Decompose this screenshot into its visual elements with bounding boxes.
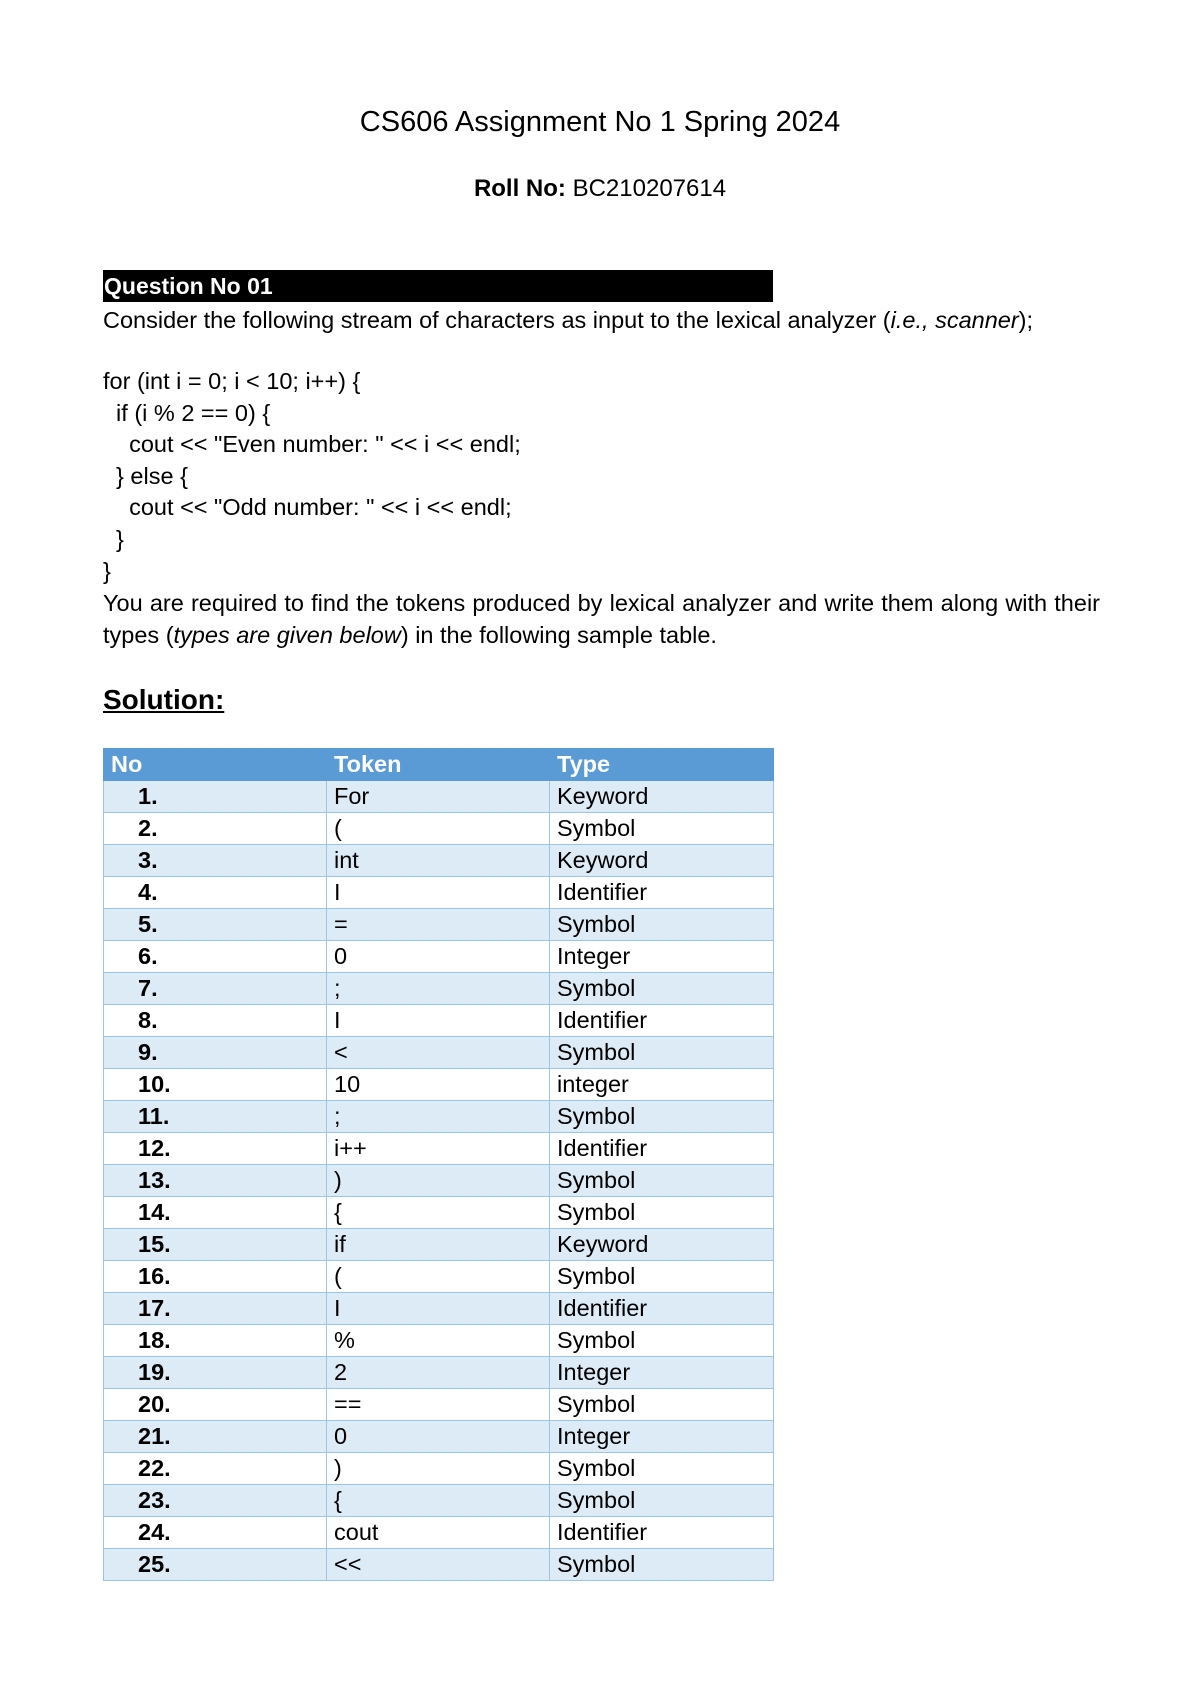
row-type: Symbol bbox=[550, 1261, 774, 1293]
row-number: 18. bbox=[104, 1325, 327, 1357]
row-token: << bbox=[327, 1549, 550, 1581]
table-row bbox=[104, 1389, 774, 1421]
row-type: Identifier bbox=[550, 877, 774, 909]
table-row bbox=[104, 1229, 774, 1261]
roll-value: BC210207614 bbox=[572, 175, 727, 202]
row-number: 4. bbox=[104, 877, 327, 909]
row-token: < bbox=[327, 1037, 550, 1069]
table-header-row bbox=[104, 749, 774, 781]
table-row bbox=[104, 1261, 774, 1293]
row-number: 20. bbox=[104, 1389, 327, 1421]
row-token: if bbox=[327, 1229, 550, 1261]
row-number: 6. bbox=[104, 941, 327, 973]
row-number: 2. bbox=[104, 813, 327, 845]
question-intro-scanner: scanner bbox=[935, 307, 1019, 333]
row-token: ; bbox=[327, 973, 550, 1005]
question-intro-end: ); bbox=[1018, 307, 1034, 333]
row-token: ( bbox=[327, 1261, 550, 1293]
row-number: 25. bbox=[104, 1549, 327, 1581]
table-row bbox=[104, 845, 774, 877]
code-snippet: for (int i = 0; i < 10; i++) { if (i % 2 == 0) { cout << "Even number: " << i << endl; } else { cout << "Odd number: " << i << endl; } } bbox=[103, 368, 521, 584]
row-type: Identifier bbox=[550, 1293, 774, 1325]
token-table-body bbox=[104, 781, 774, 1581]
row-type: Symbol bbox=[550, 909, 774, 941]
row-number: 10. bbox=[104, 1069, 327, 1101]
row-number: 3. bbox=[104, 845, 327, 877]
table-row bbox=[104, 909, 774, 941]
table-row bbox=[104, 1133, 774, 1165]
row-number: 7. bbox=[104, 973, 327, 1005]
row-number: 21. bbox=[104, 1421, 327, 1453]
row-number: 22. bbox=[104, 1453, 327, 1485]
row-token: I bbox=[327, 1293, 550, 1325]
row-token: i++ bbox=[327, 1133, 550, 1165]
question-heading: Question No 01 bbox=[103, 270, 773, 302]
row-number: 15. bbox=[104, 1229, 327, 1261]
table-row bbox=[104, 1453, 774, 1485]
row-token: { bbox=[327, 1485, 550, 1517]
question-intro bbox=[103, 304, 1103, 336]
table-row bbox=[104, 1485, 774, 1517]
row-token: == bbox=[327, 1389, 550, 1421]
row-number: 1. bbox=[104, 781, 327, 813]
row-number: 24. bbox=[104, 1517, 327, 1549]
row-number: 17. bbox=[104, 1293, 327, 1325]
row-type: Symbol bbox=[550, 1549, 774, 1581]
row-type: Symbol bbox=[550, 973, 774, 1005]
row-token: int bbox=[327, 845, 550, 877]
row-type: Keyword bbox=[550, 781, 774, 813]
instruction-italic: types are given below bbox=[173, 622, 401, 648]
token-table bbox=[103, 748, 774, 1581]
row-type: Identifier bbox=[550, 1133, 774, 1165]
table-row bbox=[104, 813, 774, 845]
table-row bbox=[104, 1165, 774, 1197]
table-row bbox=[104, 877, 774, 909]
row-token: cout bbox=[327, 1517, 550, 1549]
table-row bbox=[104, 1421, 774, 1453]
table-row bbox=[104, 1549, 774, 1581]
table-row bbox=[104, 1005, 774, 1037]
row-token: { bbox=[327, 1197, 550, 1229]
row-token: 2 bbox=[327, 1357, 550, 1389]
row-type: Symbol bbox=[550, 1325, 774, 1357]
page-title: CS606 Assignment No 1 Spring 2024 bbox=[359, 106, 841, 138]
row-token: % bbox=[327, 1325, 550, 1357]
row-token: ( bbox=[327, 813, 550, 845]
table-row bbox=[104, 1069, 774, 1101]
row-token: I bbox=[327, 1005, 550, 1037]
row-type: Symbol bbox=[550, 1101, 774, 1133]
roll-number-line bbox=[0, 174, 1200, 204]
row-type: Identifier bbox=[550, 1517, 774, 1549]
row-number: 9. bbox=[104, 1037, 327, 1069]
instruction-end: ) in the following sample table. bbox=[400, 622, 717, 648]
instruction-text: You are required to find the tokens produced by lexical analyzer and write them along with their types ( bbox=[103, 590, 1100, 648]
table-row bbox=[104, 1101, 774, 1133]
row-token: For bbox=[327, 781, 550, 813]
row-number: 11. bbox=[104, 1101, 327, 1133]
table-row bbox=[104, 1357, 774, 1389]
question-intro-ie: i.e., bbox=[890, 307, 929, 333]
table-row bbox=[104, 973, 774, 1005]
table-row bbox=[104, 1517, 774, 1549]
row-type: Identifier bbox=[550, 1005, 774, 1037]
row-type: Symbol bbox=[550, 1197, 774, 1229]
table-row bbox=[104, 1325, 774, 1357]
row-number: 12. bbox=[104, 1133, 327, 1165]
row-type: Symbol bbox=[550, 1485, 774, 1517]
row-type: Symbol bbox=[550, 1389, 774, 1421]
column-header-no: No bbox=[104, 749, 327, 781]
row-token: ) bbox=[327, 1453, 550, 1485]
table-row bbox=[104, 941, 774, 973]
row-number: 16. bbox=[104, 1261, 327, 1293]
roll-label: Roll No: bbox=[473, 175, 566, 202]
row-type: Integer bbox=[550, 1357, 774, 1389]
row-type: Symbol bbox=[550, 1037, 774, 1069]
row-type: integer bbox=[550, 1069, 774, 1101]
column-header-type: Type bbox=[550, 749, 774, 781]
row-number: 5. bbox=[104, 909, 327, 941]
table-row bbox=[104, 1197, 774, 1229]
row-type: Symbol bbox=[550, 1165, 774, 1197]
row-type: Integer bbox=[550, 1421, 774, 1453]
row-token: = bbox=[327, 909, 550, 941]
column-header-token: Token bbox=[327, 749, 550, 781]
row-type: Keyword bbox=[550, 845, 774, 877]
row-number: 23. bbox=[104, 1485, 327, 1517]
row-token: ; bbox=[327, 1101, 550, 1133]
row-type: Symbol bbox=[550, 1453, 774, 1485]
table-row bbox=[104, 1037, 774, 1069]
row-token: 0 bbox=[327, 1421, 550, 1453]
row-type: Symbol bbox=[550, 813, 774, 845]
solution-heading: Solution: bbox=[103, 684, 225, 715]
row-token: I bbox=[327, 877, 550, 909]
row-token: 0 bbox=[327, 941, 550, 973]
row-token: 10 bbox=[327, 1069, 550, 1101]
table-row bbox=[104, 1293, 774, 1325]
row-number: 8. bbox=[104, 1005, 327, 1037]
row-token: ) bbox=[327, 1165, 550, 1197]
row-number: 19. bbox=[104, 1357, 327, 1389]
row-number: 14. bbox=[104, 1197, 327, 1229]
question-intro-text: Consider the following stream of characters as input to the lexical analyzer ( bbox=[103, 307, 891, 333]
row-type: Integer bbox=[550, 941, 774, 973]
question-instruction bbox=[103, 587, 1100, 651]
row-type: Keyword bbox=[550, 1229, 774, 1261]
row-number: 13. bbox=[104, 1165, 327, 1197]
table-row bbox=[104, 781, 774, 813]
